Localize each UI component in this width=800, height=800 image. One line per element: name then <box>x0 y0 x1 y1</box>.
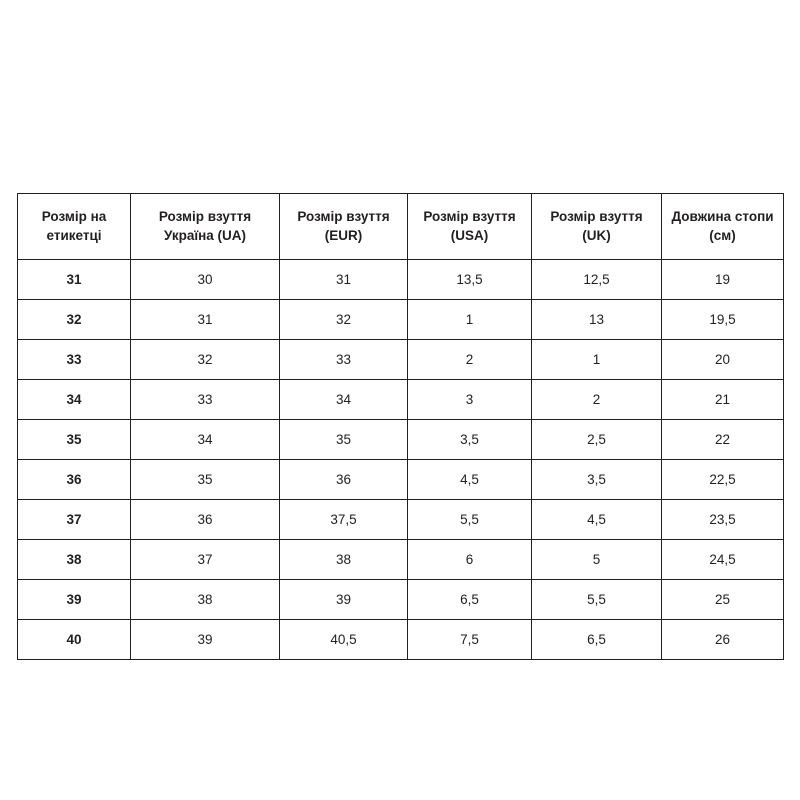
cell-eur-size: 33 <box>280 340 408 380</box>
cell-eur-size: 37,5 <box>280 500 408 540</box>
cell-eur-size: 34 <box>280 380 408 420</box>
cell-ua-size: 34 <box>131 420 280 460</box>
table-row <box>18 620 784 660</box>
cell-foot-length: 22 <box>662 420 784 460</box>
cell-foot-length: 26 <box>662 620 784 660</box>
cell-eur-size: 39 <box>280 580 408 620</box>
cell-label-size: 32 <box>18 300 131 340</box>
cell-uk-size: 5 <box>532 540 662 580</box>
table-row <box>18 460 784 500</box>
cell-uk-size: 13 <box>532 300 662 340</box>
cell-usa-size: 3 <box>408 380 532 420</box>
cell-foot-length: 25 <box>662 580 784 620</box>
cell-eur-size: 36 <box>280 460 408 500</box>
cell-ua-size: 37 <box>131 540 280 580</box>
cell-usa-size: 4,5 <box>408 460 532 500</box>
table-row <box>18 340 784 380</box>
cell-usa-size: 2 <box>408 340 532 380</box>
cell-usa-size: 7,5 <box>408 620 532 660</box>
table-row <box>18 540 784 580</box>
cell-label-size: 31 <box>18 260 131 300</box>
column-header-label-size: Розмір на етикетці <box>18 194 131 260</box>
cell-eur-size: 31 <box>280 260 408 300</box>
table-row <box>18 380 784 420</box>
cell-uk-size: 1 <box>532 340 662 380</box>
column-header-ua-size: Розмір взуття Україна (UA) <box>131 194 280 260</box>
cell-ua-size: 39 <box>131 620 280 660</box>
size-table-container <box>17 193 783 660</box>
cell-label-size: 35 <box>18 420 131 460</box>
cell-label-size: 38 <box>18 540 131 580</box>
cell-foot-length: 20 <box>662 340 784 380</box>
column-header-uk-size: Розмір взуття (UK) <box>532 194 662 260</box>
cell-label-size: 39 <box>18 580 131 620</box>
cell-eur-size: 40,5 <box>280 620 408 660</box>
cell-ua-size: 38 <box>131 580 280 620</box>
cell-uk-size: 6,5 <box>532 620 662 660</box>
cell-usa-size: 1 <box>408 300 532 340</box>
cell-foot-length: 23,5 <box>662 500 784 540</box>
cell-ua-size: 32 <box>131 340 280 380</box>
cell-label-size: 40 <box>18 620 131 660</box>
table-row <box>18 580 784 620</box>
cell-uk-size: 4,5 <box>532 500 662 540</box>
table-header-row <box>18 194 784 260</box>
cell-label-size: 33 <box>18 340 131 380</box>
table-row <box>18 420 784 460</box>
cell-uk-size: 5,5 <box>532 580 662 620</box>
cell-uk-size: 2,5 <box>532 420 662 460</box>
cell-ua-size: 33 <box>131 380 280 420</box>
column-header-eur-size: Розмір взуття (EUR) <box>280 194 408 260</box>
cell-usa-size: 3,5 <box>408 420 532 460</box>
cell-ua-size: 36 <box>131 500 280 540</box>
cell-label-size: 37 <box>18 500 131 540</box>
cell-foot-length: 24,5 <box>662 540 784 580</box>
cell-ua-size: 35 <box>131 460 280 500</box>
cell-foot-length: 19 <box>662 260 784 300</box>
cell-eur-size: 35 <box>280 420 408 460</box>
table-header <box>18 194 784 260</box>
cell-ua-size: 30 <box>131 260 280 300</box>
cell-usa-size: 13,5 <box>408 260 532 300</box>
cell-uk-size: 12,5 <box>532 260 662 300</box>
cell-ua-size: 31 <box>131 300 280 340</box>
cell-label-size: 36 <box>18 460 131 500</box>
table-row <box>18 300 784 340</box>
table-row <box>18 500 784 540</box>
cell-foot-length: 21 <box>662 380 784 420</box>
column-header-usa-size: Розмір взуття (USA) <box>408 194 532 260</box>
cell-label-size: 34 <box>18 380 131 420</box>
column-header-foot-length: Довжина стопи (см) <box>662 194 784 260</box>
cell-eur-size: 32 <box>280 300 408 340</box>
cell-eur-size: 38 <box>280 540 408 580</box>
shoe-size-table <box>17 193 784 660</box>
cell-foot-length: 22,5 <box>662 460 784 500</box>
table-body <box>18 260 784 660</box>
cell-usa-size: 6 <box>408 540 532 580</box>
cell-usa-size: 5,5 <box>408 500 532 540</box>
cell-uk-size: 2 <box>532 380 662 420</box>
cell-uk-size: 3,5 <box>532 460 662 500</box>
cell-foot-length: 19,5 <box>662 300 784 340</box>
table-row <box>18 260 784 300</box>
cell-usa-size: 6,5 <box>408 580 532 620</box>
